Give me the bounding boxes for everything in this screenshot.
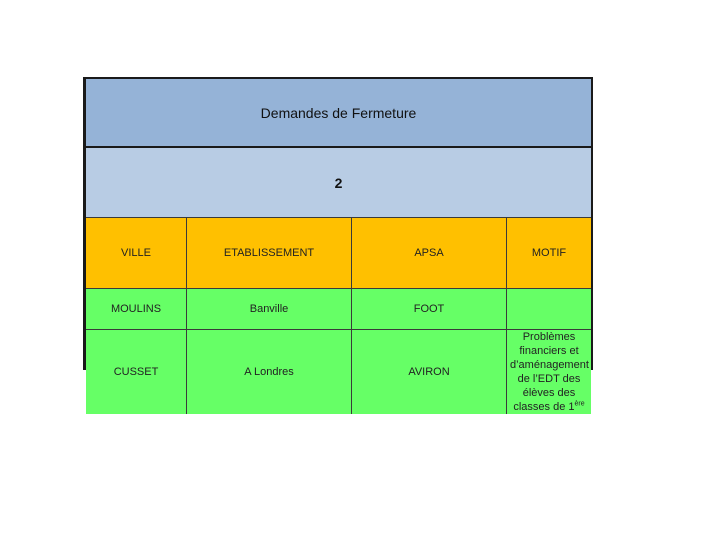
motif-superscript: ère <box>574 400 585 408</box>
closure-requests-sheet <box>83 77 593 413</box>
column-header-motif: MOTIF <box>507 218 592 289</box>
requests-table <box>86 217 591 414</box>
column-header-apsa: APSA <box>352 218 507 289</box>
cell-etablissement: Banville <box>187 289 352 330</box>
request-count: 2 <box>86 148 591 217</box>
cell-etablissement: A Londres <box>187 330 352 415</box>
cell-ville: MOULINS <box>86 289 187 330</box>
cell-ville: CUSSET <box>86 330 187 415</box>
column-header-ville: VILLE <box>86 218 187 289</box>
table-row <box>86 289 591 330</box>
table-row <box>86 330 591 415</box>
cell-motif <box>507 330 592 415</box>
sheet-title: Demandes de Fermeture <box>86 79 591 148</box>
cell-apsa: AVIRON <box>352 330 507 415</box>
table-header-row <box>86 218 591 289</box>
cell-motif <box>507 289 592 330</box>
column-header-etablissement: ETABLISSEMENT <box>187 218 352 289</box>
cell-apsa: FOOT <box>352 289 507 330</box>
motif-text: Problèmes financiers et d’aménagement de l’EDT des élèves des classes de 1 <box>510 331 589 413</box>
